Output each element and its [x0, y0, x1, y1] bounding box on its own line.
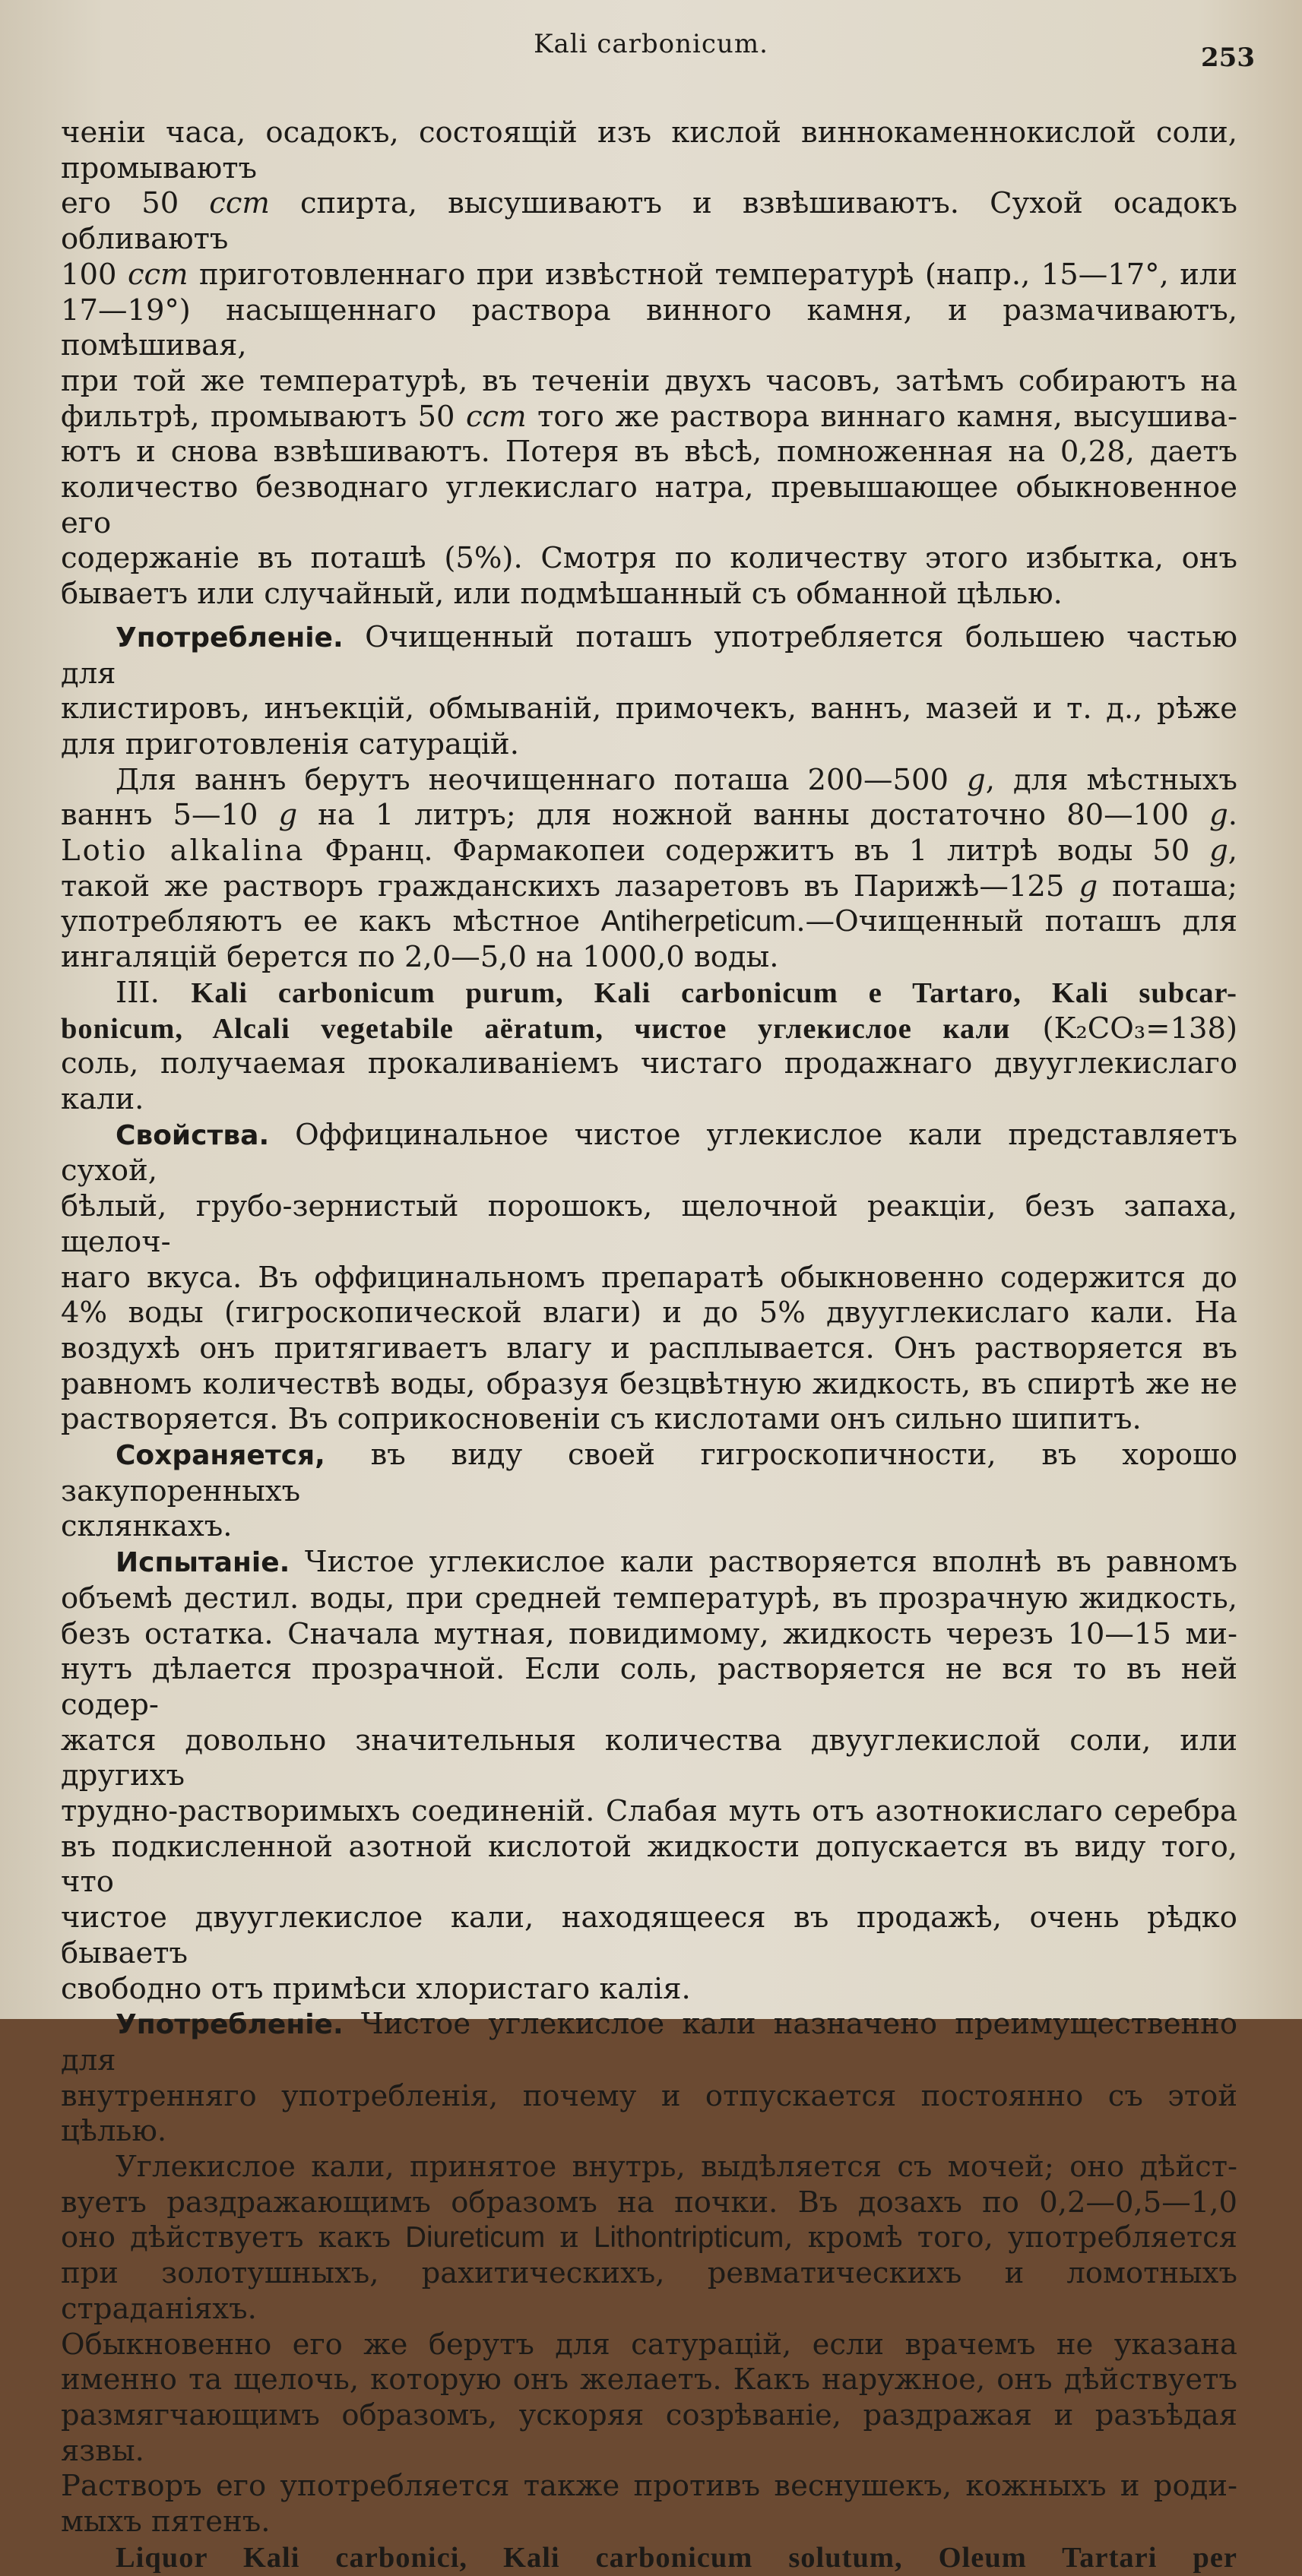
text-line: свободно отъ примѣси хлористаго калія.: [61, 1971, 691, 2006]
text-line: bonicum, Alcali vegetabile aëratum, чистое углекислое кали (K₂CO₃=138): [61, 1011, 1237, 1046]
text-line: Употребленіе. Очищенный поташъ употребляется большею частью для: [61, 619, 1237, 691]
text-line: 4% воды (гигроскопической влаги) и до 5% двууглекислаго кали. На: [61, 1296, 1237, 1331]
text-line: ютъ и снова взвѣшиваютъ. Потеря въ вѣсѣ, помноженная на 0,28, даетъ: [61, 435, 1237, 470]
body-text: [61, 116, 1237, 2576]
text-line: оно дѣйствуетъ какъ Diureticum и Lithontripticum, кромѣ того, употребляется: [61, 2220, 1237, 2255]
text-line: объемѣ дестил. воды, при средней температурѣ, въ прозрачную жидкость,: [61, 1581, 1237, 1616]
text-line: такой же растворъ гражданскихъ лазаретовъ въ Парижѣ—125 g поташа;: [61, 869, 1237, 903]
drug-name: Kali carbonicum purum, Kali carbonicum e Tartaro, Kali subcar-: [191, 976, 1237, 1009]
text-line: нутъ дѣлается прозрачной. Если соль, растворяется не вся то въ ней содер-: [61, 1652, 1237, 1722]
text-line: фильтрѣ, промываютъ 50 ccm того же раствора виннаго камня, высушива-: [61, 399, 1237, 434]
text-line: Свойства. Оффицинальное чистое углекислое кали представляетъ сухой,: [61, 1117, 1237, 1188]
text-line: бѣлый, грубо-зернистый порошокъ, щелочной реакціи, безъ запаха, щелоч-: [61, 1189, 1237, 1259]
text-line: при золотушныхъ, рахитическихъ, ревматическихъ и ломотныхъ страданіяхъ.: [61, 2256, 1237, 2326]
text-line: 17—19°) насыщеннаго раствора винного камня, и размачиваютъ, помѣшивая,: [61, 293, 1237, 363]
drug-name: Liquor Kali carbonici, Kali carbonicum solutum, Oleum Tartari per: [116, 2541, 1237, 2574]
text-line: мыхъ пятенъ.: [61, 2505, 271, 2540]
text-line: [61, 2540, 1237, 2576]
text-line: наго вкуса. Въ оффицинальномъ препаратѣ обыкновенно содержится до: [61, 1260, 1237, 1295]
text-line: въ подкисленной азотной кислотой жидкости допускается въ виду того, что: [61, 1829, 1237, 1900]
text-line: чистое двууглекислое кали, находящееся въ продажѣ, очень рѣдко бываетъ: [61, 1900, 1237, 1970]
text-line: Углекислое кали, принятое внутрь, выдѣляется съ мочей; оно дѣйст-: [116, 2150, 1237, 2185]
text-line: бываетъ или случайный, или подмѣшанный съ обманной цѣлью.: [61, 577, 1063, 612]
text-line: именно та щелочь, которую онъ желаетъ. Какъ наружное, онъ дѣйствуетъ: [61, 2362, 1237, 2397]
text-line: Lotio alkalina Франц. Фармакопеи содержитъ въ 1 литрѣ воды 50 g,: [61, 834, 1238, 869]
text-line: Употребленіе. Чистое углекислое кали назначено преимущественно для: [61, 2007, 1237, 2078]
text-line: равномъ количествѣ воды, образуя безцвѣтную жидкость, въ спиртѣ же не: [61, 1366, 1237, 1401]
section-heading: Употребленіе.: [116, 2009, 344, 2041]
text-line: III. Kali carbonicum purum, Kali carbonicum e Tartaro, Kali subcar-: [116, 975, 1237, 1010]
text-line: для приготовленія сатурацій.: [61, 726, 519, 761]
text-line: воздухѣ онъ притягиваетъ влагу и расплывается. Онъ растворяется въ: [61, 1331, 1237, 1366]
text-line: вуетъ раздражающимъ образомъ на почки. Въ дозахъ по 0,2—0,5—1,0: [61, 2185, 1237, 2220]
text-line: Испытаніе. Чистое углекислое кали растворяется вполнѣ въ равномъ: [116, 1545, 1237, 1580]
section-heading: Употребленіе.: [116, 622, 344, 653]
text-line: 100 ccm приготовленнаго при извѣстной температурѣ (напр., 15—17°, или: [61, 257, 1237, 292]
text-line: трудно-растворимыхъ соединеній. Слабая муть отъ азотнокислаго серебра: [61, 1794, 1237, 1829]
text-line: его 50 ccm спирта, высушиваютъ и взвѣшиваютъ. Сухой осадокъ обливаютъ: [61, 186, 1237, 257]
text-line: соль, получаемая прокаливаніемъ чистаго продажнаго двууглекислаго кали.: [61, 1046, 1237, 1116]
text-line: Растворъ его употребляется также противъ веснушекъ, кожныхъ и роди-: [61, 2469, 1237, 2504]
text-line: Для ваннъ берутъ неочищеннаго поташа 200—500 g, для мѣстныхъ: [116, 762, 1237, 797]
text-line: количество безводнаго углекислаго натра, превышающее обыкновенное его: [61, 470, 1237, 540]
text-line: жатся довольно значительныя количества двууглекислой соли, или другихъ: [61, 1723, 1237, 1793]
section-heading: Испытаніе.: [116, 1547, 290, 1579]
section-heading: Сохраняется,: [116, 1440, 325, 1472]
text-line: ченіи часа, осадокъ, состоящій изъ кислой виннокаменнокислой соли, промываютъ: [61, 116, 1237, 185]
running-head: Kali carbonicum.: [534, 29, 768, 59]
text-line: при той же температурѣ, въ теченіи двухъ часовъ, затѣмъ собираютъ на: [61, 363, 1237, 398]
text-line: ингаляцій берется по 2,0—5,0 на 1000,0 воды.: [61, 940, 779, 975]
text-line: ваннъ 5—10 g на 1 литръ; для ножной ванны достаточно 80—100 g.: [61, 798, 1237, 833]
text-line: размягчающимъ образомъ, ускоряя созрѣваніе, раздражая и разъѣдая язвы.: [61, 2398, 1237, 2468]
text-line: растворяется. Въ соприкосновеніи съ кислотами онъ сильно шипитъ.: [61, 1402, 1142, 1437]
page-number: 253: [1201, 43, 1255, 73]
text-line: безъ остатка. Сначала мутная, повидимому, жидкость черезъ 10—15 ми-: [61, 1616, 1237, 1651]
text-line: употребляютъ ее какъ мѣстное Antiherpeticum.—Очищенный поташъ для: [61, 904, 1237, 939]
section-heading: Свойства.: [116, 1119, 270, 1151]
drug-name: bonicum, Alcali vegetabile aëratum, чистое углекислое кали: [61, 1012, 1011, 1045]
text-line: Обыкновенно его же берутъ для сатурацій, если врачемъ не указана: [61, 2327, 1237, 2362]
text-line: клистировъ, инъекцій, обмываній, примочекъ, ваннъ, мазей и т. д., рѣже: [61, 691, 1237, 726]
text-line: склянкахъ.: [61, 1509, 233, 1544]
text-line: внутренняго употребленія, почему и отпускается постоянно съ этой цѣлью.: [61, 2078, 1237, 2149]
text-line: Сохраняется, въ виду своей гигроскопичности, въ хорошо закупоренныхъ: [61, 1438, 1237, 1508]
text-line: содержаніе въ поташѣ (5%). Смотря по количеству этого избытка, онъ: [61, 541, 1237, 576]
